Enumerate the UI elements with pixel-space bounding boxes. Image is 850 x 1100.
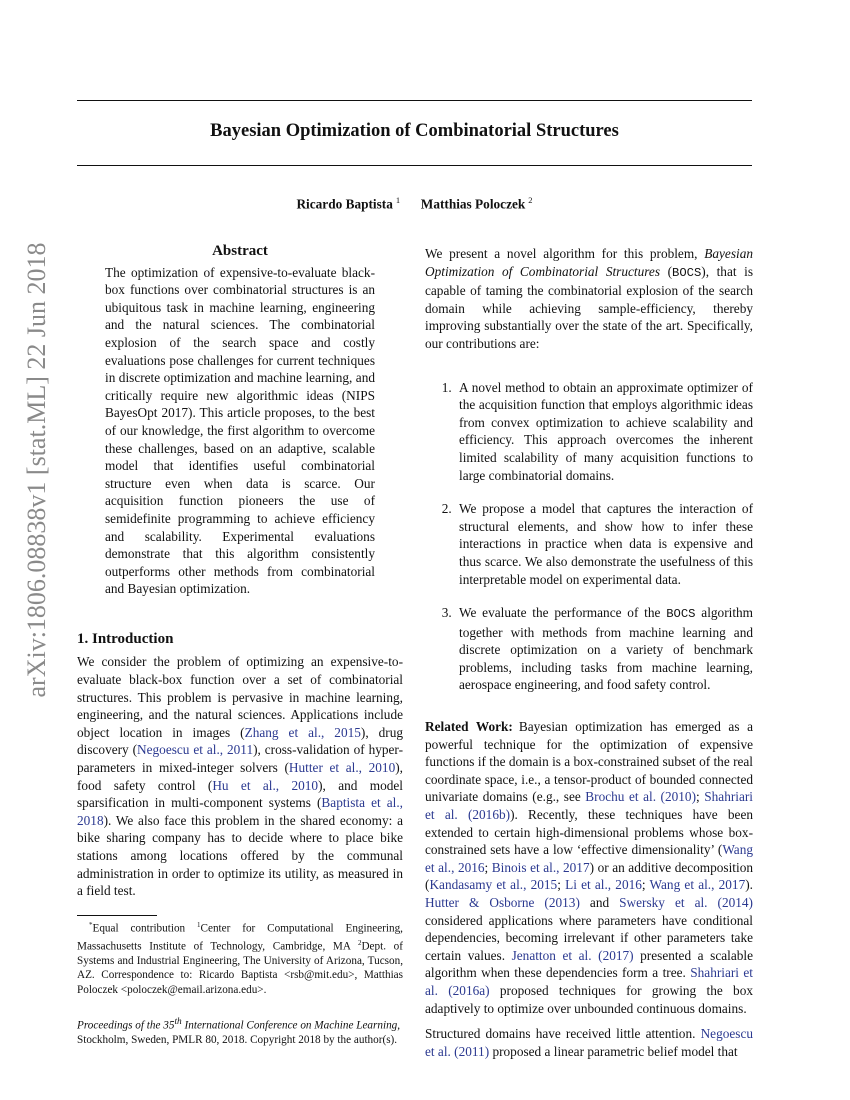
citation-link[interactable]: Baptista et al., 2018 [77,795,403,828]
footnote-affiliation: Center for Computational Engineering, Massachusetts Institute of Technology, Cambridge, MA [77,922,403,953]
text-run: ). [745,877,753,893]
footnote-mark: * [89,920,93,929]
text-run: presented a scalable algorithm when these dependencies form a tree. [425,947,753,981]
text-run: We propose a model that captures the interaction of structural elements, and show how to infer these interactions in practice when data is expensive and thus scarce. We also demonstrate the usefulness of this interpretable model on experimental data. [459,501,753,587]
citation-link[interactable]: Binois et al., 2017 [491,859,590,875]
text-run: and [579,895,620,910]
text-run: A novel method to obtain an approximate optimizer of the acquisition function that employs algorithmic ideas from convex optimization to achieve scalability and efficiency. This approach overcomes the inherent limited scalability of many acquisition functions to large combinatorial domains. [459,379,753,483]
citation-link[interactable]: Hu et al., 2010 [212,777,319,793]
citation-link[interactable]: Shahriari et al. (2016a) [425,965,753,998]
citation-link[interactable]: Wang et al., 2016 [425,842,753,875]
bocs-paragraph [425,245,753,353]
author-name: Matthias Poloczek [420,196,526,212]
affiliation-mark: 1 [395,195,401,205]
paper-title: Bayesian Optimization of Combinatorial Structures [210,121,619,141]
footnote-mark: 2 [357,938,362,947]
contribution-item [455,500,753,588]
text-run: algorithm together with methods from machine learning and discrete optimization on a variety of benchmark problems, including tasks from machine learning, aerospace engineering, and food safety control. [459,605,754,693]
text-run: Bayesian optimization has emerged as a powerful technique for the optimization of expensive functions if the domain is a box-constrained subset of the real coordinate space, i.e., a tensor-product of bounded connected univariate domains (e.g., see [425,719,753,805]
text-run: ), cross-validation of hyper-parameters in mixed-integer solvers ( [77,742,404,776]
contribution-item [455,379,753,485]
footnote-affiliation: Dept. of Systems and Industrial Engineering, The University of Arizona, Tucson, AZ. Correspondence to: Ricardo Baptista <rsb@mit.edu>, Matthias Poloczek <poloczek@email.arizona.edu>. [77,940,403,996]
text-run: We evaluate the performance of the [459,605,667,621]
author-list [77,195,752,212]
emphasis-text: Bayesian Optimization of Combinatorial Structures [425,246,753,279]
text-run: ). Recently, these techniques have been extended to certain high-dimensional problems whose box-constrained sets have a low ‘effective dimensionality’ ( [425,807,754,858]
footnote-rule [77,915,157,916]
code-text: BOCS [672,265,702,280]
arxiv-stamp: arXiv:1806.08838v1 [stat.ML] 22 Jun 2018 [22,242,51,698]
structured-domains-paragraph [425,1025,753,1060]
citation-link[interactable]: Hutter & Osborne (2013) [425,895,580,910]
proceedings-note [77,1015,403,1048]
related-work-heading: Related Work: [425,719,513,735]
text-run: proposed a linear parametric belief model that [489,1043,738,1059]
text-run: ) or an additive decomposition ( [425,859,753,893]
affiliation-mark: 2 [528,195,533,205]
text-run: ), and model sparsification in multi-component systems ( [77,777,404,811]
text-run: ; [641,877,650,893]
text-run: We consider the problem of optimizing an expensive-to-evaluate black-box function over a set of combinatorial structures. This problem is pervasive in machine learning, engineering, and the natural sciences. Applications include object location in images ( [77,654,403,740]
title-rule [77,165,752,166]
text-run: ), food safety control ( [77,760,403,793]
abstract-heading: Abstract [212,243,268,259]
text-run: ; [696,789,705,805]
text-run: proposed techniques for growing the box adaptively to optimize over unbounded continuous domains. [425,982,753,1016]
left-column [77,243,403,1048]
citation-link[interactable]: Negoescu et al. (2011) [425,1026,753,1059]
footnote-mark: 1 [197,920,201,929]
related-work-paragraph [425,718,753,1017]
proceedings-italic: Proceedings of the 35 [77,1020,175,1033]
text-run: ; [484,859,492,875]
top-rule [77,100,752,101]
footnote-equal: Equal contribution [92,922,198,935]
section-heading-introduction: 1. Introduction [77,630,174,647]
footnote [77,918,403,998]
text-run: ), that is capable of taming the combinatorial explosion of the search domain while achieving sample-efficiency, thereby improving substantially over the state of the art. Specifically, our contributions are: [425,263,753,351]
abstract-text: The optimization of expensive-to-evaluate black-box functions over combinatorial structures is an ubiquitous task in machine learning, engineering and the natural sciences. The combinatorial explosion of the search space and costly evaluations pose challenges for current techniques in discrete optimization and machine learning, and critically require new algorithmic ideas (NIPS BayesOpt 2017). This article proposes, to the best of our knowledge, the first algorithm to overcome these challenges, based on an adaptive, scalable model that identifies useful combinatorial structure even when data is scarce. Our acquisition function pioneers the use of semidefinite programming to achieve efficiency and scalability. Experimental evaluations demonstrate that this algorithm consistently outperforms other methods from combinatorial and Bayesian optimization. [105,264,375,597]
proceedings-italic: International Conference on Machine Learning [181,1020,398,1033]
text-run: ), drug discovery ( [77,724,403,758]
citation-link[interactable]: Hutter et al., 2010 [288,760,396,776]
citation-link[interactable]: Brochu et al. (2010) [585,789,697,805]
text-run: We present a novel algorithm for this problem, [425,246,705,261]
author-name: Ricardo Baptista [296,196,393,212]
contributions-list [425,379,753,695]
citation-link[interactable]: Swersky et al. (2014) [619,895,753,910]
text-run: ( [660,263,673,279]
citation-link[interactable]: Wang et al., 2017 [649,877,746,893]
right-column [425,245,753,1060]
text-run: ; [557,877,566,893]
citation-link[interactable]: Jenatton et al. (2017) [511,947,634,963]
text-run: ). We also face this problem in the shared economy: a bike sharing company has to decide where to place bike stations among locations offered by the communal administration in order to optimize its utility, as measured in a field test. [77,812,403,899]
intro-paragraph [77,653,403,899]
contribution-item [455,604,753,694]
citation-link[interactable]: Negoescu et al., 2011 [137,742,254,758]
code-text: BOCS [666,607,696,622]
proceedings-text: , Stockholm, Sweden, PMLR 80, 2018. Copyright 2018 by the author(s). [77,1020,401,1047]
citation-link[interactable]: Zhang et al., 2015 [244,724,361,740]
citation-link[interactable]: Shahriari et al. (2016b) [425,789,753,823]
text-run: considered applications where parameters have conditional dependencies, becoming irrelevant if other parameters take certain values. [425,912,753,963]
proceedings-sup: th [174,1017,182,1028]
citation-link[interactable]: Kandasamy et al., 2015 [429,877,558,893]
related-work-text [425,719,753,1016]
text-run: Structured domains have received little attention. [425,1026,701,1042]
citation-link[interactable]: Li et al., 2016 [565,877,642,893]
